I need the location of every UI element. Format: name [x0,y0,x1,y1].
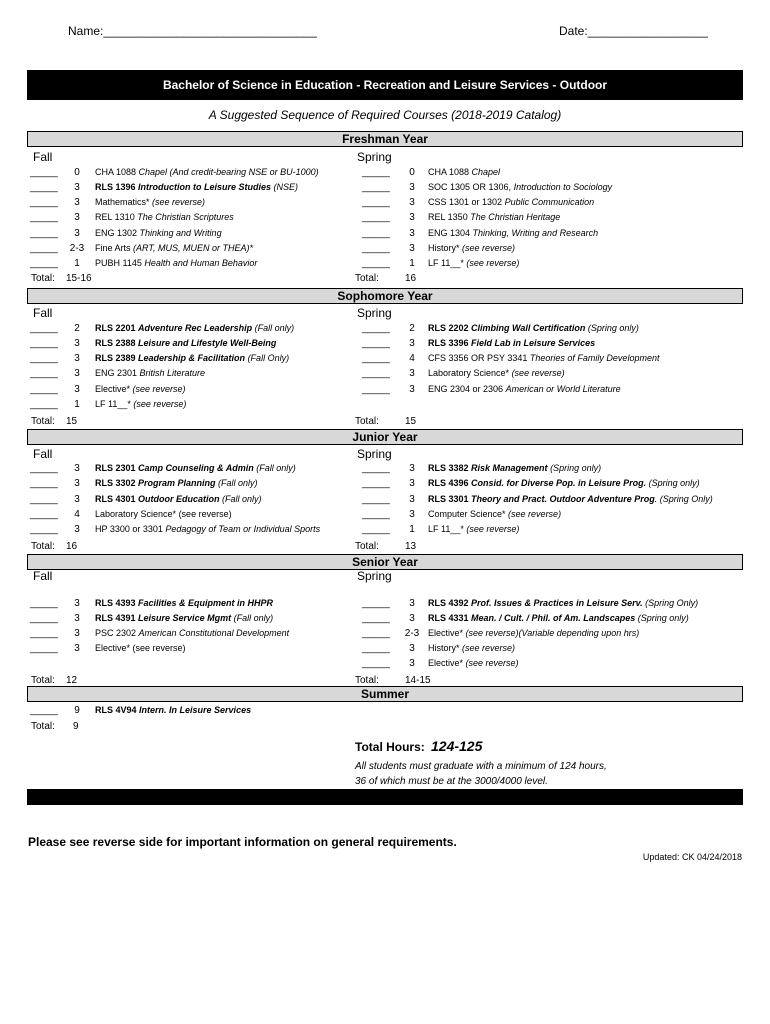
course-title: Mean. / Cult. / Phil. of Am. Landscapes [471,613,636,623]
date-field-label: Date:__________________ [559,24,708,38]
credit-hours: 3 [74,182,80,193]
course-entry [428,384,621,394]
course-entry [95,463,296,473]
credit-hours: 3 [409,338,415,349]
credit-blank[interactable]: _____ [362,643,390,654]
course-entry [428,228,598,238]
graduation-note-line1: All students must graduate with a minimum of 124 hours, [355,761,607,772]
course-title: Intern. In Leisure Services [139,705,252,715]
course-note: (Fall only) [252,323,295,333]
credit-blank[interactable]: _____ [362,613,390,624]
course-entry [428,182,612,192]
credit-blank[interactable]: _____ [362,598,390,609]
course-entry [95,478,258,488]
course-title: Prof. Issues & Practices in Leisure Serv. [471,598,643,608]
credit-blank[interactable]: _____ [362,353,390,364]
spring-heading: Spring [357,569,392,583]
credit-hours: 3 [74,212,80,223]
credit-blank[interactable]: _____ [362,167,390,178]
course-entry [95,167,319,177]
graduation-note-line2: 36 of which must be at the 3000/4000 level. [355,776,548,787]
credit-hours: 0 [74,167,80,178]
credit-blank[interactable]: _____ [362,524,390,535]
bottom-bar [27,789,743,805]
credit-blank[interactable]: _____ [30,463,58,474]
course-code: RLS 4393 [95,598,139,608]
course-entry [428,524,519,534]
credit-hours: 3 [74,353,80,364]
credit-hours: 3 [409,478,415,489]
course-code: Laboratory Science* [95,509,179,519]
credit-blank[interactable]: _____ [362,494,390,505]
credit-hours: 3 [409,598,415,609]
course-code: CHA 1088 [428,167,472,177]
credit-hours: 2-3 [404,628,420,639]
course-entry [428,212,560,222]
credit-hours: 3 [74,643,80,654]
credit-blank[interactable]: _____ [30,598,58,609]
credit-hours: 3 [74,384,80,395]
fall-heading: Fall [33,447,53,461]
junior-year-header: Junior Year [27,429,743,445]
credit-blank[interactable]: _____ [362,182,390,193]
credit-blank[interactable]: _____ [30,643,58,654]
course-entry [95,494,262,504]
credit-hours: 9 [74,705,80,716]
course-title: Risk Management [471,463,548,473]
course-code: LF 11__* [428,524,467,534]
credit-hours: 3 [409,243,415,254]
course-entry [428,243,515,253]
fall-heading: Fall [33,150,53,164]
credit-hours: 3 [74,228,80,239]
credit-blank[interactable]: _____ [30,212,58,223]
spring-heading: Spring [357,150,392,164]
credit-blank[interactable]: _____ [30,338,58,349]
credit-hours: 3 [409,613,415,624]
course-title: Theories of Family Development [529,353,660,363]
course-title: Chapel [471,167,501,177]
credit-blank[interactable]: _____ [30,524,58,535]
course-entry [95,643,186,653]
course-code: RLS 2202 [428,323,472,333]
course-entry [428,167,500,177]
course-entry [428,258,519,268]
credit-hours: 3 [409,494,415,505]
fall-total-label: Total: [31,416,55,427]
spring-total-label: Total: [355,416,379,427]
course-title: Introduction to Sociology [513,182,613,192]
fall-heading: Fall [33,569,53,583]
course-title: Chapel (And credit-bearing NSE or BU-1000) [138,167,319,177]
credit-blank[interactable]: _____ [30,628,58,639]
credit-blank[interactable]: _____ [30,478,58,489]
course-title: (see reverse) [132,384,186,394]
course-code: PSC 2302 [95,628,139,638]
credit-hours: 3 [74,197,80,208]
course-entry [428,338,595,348]
course-title: Leadership & Facilitation [138,353,246,363]
course-note: (Spring only) [635,613,689,623]
course-title: The Christian Scriptures [137,212,234,222]
updated-date: Updated: CK 04/24/2018 [642,852,742,862]
credit-hours: 1 [74,258,80,269]
credit-hours: 3 [409,212,415,223]
course-entry [428,658,519,668]
spring-total-label: Total: [355,273,379,284]
course-title: Thinking, Writing and Research [472,228,599,238]
credit-hours: 3 [74,613,80,624]
course-title: Adventure Rec Leadership [138,323,253,333]
course-title: (see reverse) [508,509,562,519]
course-code: Elective* [428,628,466,638]
course-entry [95,705,251,715]
course-title: (see reverse) [462,243,516,253]
course-title: Consid. for Diverse Pop. in Leisure Prog. [471,478,647,488]
course-entry [95,509,232,519]
credit-blank[interactable]: _____ [362,658,390,669]
course-entry [428,353,659,363]
course-code: RLS 4391 [95,613,139,623]
course-title: Camp Counseling & Admin [138,463,254,473]
credit-blank[interactable]: _____ [30,368,58,379]
course-title: (see reverse) [466,524,520,534]
course-note: (Spring only) [547,463,602,473]
credit-hours: 0 [409,167,415,178]
course-entry [95,368,205,378]
course-entry [428,494,713,504]
credit-blank[interactable]: _____ [30,258,58,269]
course-entry [95,243,253,253]
credit-hours: 3 [74,478,80,489]
course-title: Facilities & Equipment in HHPR [138,598,274,608]
course-code: RLS 4396 [428,478,472,488]
sophomore-year-header: Sophomore Year [27,288,743,304]
summer-total-label: Total: [31,721,55,732]
reverse-side-note: Please see reverse side for important information on general requirements. [28,835,457,849]
course-code: RLS 3301 [428,494,472,504]
credit-hours: 3 [74,524,80,535]
credit-hours: 3 [409,197,415,208]
course-code: PUBH 1145 [95,258,145,268]
course-title: (ART, MUS, MUEN or THEA)* [133,243,254,253]
credit-blank[interactable]: _____ [362,463,390,474]
course-entry [428,197,594,207]
credit-blank[interactable]: _____ [30,197,58,208]
course-note: (Fall only) [215,478,258,488]
course-entry [428,628,639,638]
credit-blank[interactable]: _____ [30,167,58,178]
course-entry [95,399,186,409]
course-note: (Spring only) [646,478,700,488]
course-code: Fine Arts [95,243,134,253]
spring-total-value: 14-15 [405,675,431,686]
credit-blank[interactable]: _____ [362,258,390,269]
course-code: RLS 3396 [428,338,472,348]
course-entry [428,598,698,608]
senior-year-header: Senior Year [27,554,743,570]
course-note: (Fall only) [231,613,274,623]
course-title: Outdoor Education [138,494,220,504]
credit-hours: 3 [409,228,415,239]
course-code: REL 1310 [95,212,138,222]
spring-heading: Spring [357,447,392,461]
course-code: RLS 4331 [428,613,472,623]
credit-hours: 3 [74,368,80,379]
course-code: CFS 3356 OR PSY 3341 [428,353,530,363]
course-code: RLS 4301 [95,494,139,504]
course-code: Elective* [95,643,133,653]
credit-blank[interactable]: _____ [30,613,58,624]
course-code: Laboratory Science* [428,368,512,378]
course-title: Leisure Service Mgmt [138,613,232,623]
name-field-label: Name:________________________________ [68,24,317,38]
course-title: Theory and Pract. Outdoor Adventure Prog [471,494,655,504]
credit-blank[interactable]: _____ [362,509,390,520]
course-entry [95,228,222,238]
course-entry [95,197,205,207]
credit-blank[interactable]: _____ [362,228,390,239]
course-title: Pedagogy of Team or Individual Sports [165,524,321,534]
credit-blank[interactable]: _____ [362,212,390,223]
credit-blank[interactable]: _____ [30,323,58,334]
credit-hours: 3 [409,658,415,669]
course-entry [428,463,601,473]
course-code: Computer Science* [428,509,509,519]
course-entry [95,628,289,638]
course-code: ENG 2301 [95,368,140,378]
course-title: (see reverse) [462,643,516,653]
course-title: British Literature [139,368,206,378]
credit-blank[interactable]: _____ [362,628,390,639]
course-entry [95,613,273,623]
course-code: LF 11__* [95,399,134,409]
course-note: . (Spring Only) [654,494,713,504]
course-entry [95,598,273,608]
course-entry [428,509,561,519]
credit-blank[interactable]: _____ [362,323,390,334]
fall-total-value: 15 [66,416,78,427]
fall-heading: Fall [33,306,53,320]
credit-hours: 3 [409,368,415,379]
course-code: CHA 1088 [95,167,139,177]
total-hours-label: Total Hours: [355,740,425,754]
course-entry [428,323,639,333]
course-code: SOC 1305 OR 1306, [428,182,514,192]
credit-hours: 3 [74,494,80,505]
course-note: (Fall only) [253,463,296,473]
credit-hours: 2 [74,323,80,334]
spring-total-value: 16 [405,273,417,284]
course-title: Leisure and Lifestyle Well-Being [138,338,277,348]
credit-hours: 3 [74,338,80,349]
credit-hours: 3 [409,182,415,193]
fall-total-value: 15-16 [66,273,92,284]
credit-hours: 1 [409,258,415,269]
course-title: (see reverse) [511,368,565,378]
fall-total-value: 12 [66,675,78,686]
course-code: RLS 1396 [95,182,139,192]
credit-blank[interactable]: _____ [30,384,58,395]
course-code: RLS 4392 [428,598,472,608]
course-entry [428,613,689,623]
fall-total-value: 16 [66,541,78,552]
course-title: Program Planning [138,478,216,488]
credit-hours: 2 [409,323,415,334]
course-title: (see reverse) [132,643,186,653]
course-code: Elective* [95,384,133,394]
course-code: RLS 2201 [95,323,139,333]
credit-hours: 4 [74,509,80,520]
fall-total-label: Total: [31,675,55,686]
credit-blank[interactable]: _____ [30,243,58,254]
course-title: (see reverse) [152,197,206,207]
course-code: RLS 2388 [95,338,139,348]
course-title: (see reverse) [133,399,187,409]
course-code: RLS 3302 [95,478,139,488]
credit-hours: 1 [74,399,80,410]
course-note: (Spring only) [585,323,639,333]
course-code: Elective* [428,658,466,668]
credit-hours: 3 [409,509,415,520]
summer-header: Summer [27,686,743,702]
course-code: RLS 3382 [428,463,472,473]
course-code: LF 11__* [428,258,467,268]
course-title: Introduction to Leisure Studies [138,182,272,192]
course-code: HP 3300 or 3301 [95,524,166,534]
course-title: American or World Literature [505,384,621,394]
credit-hours: 3 [74,463,80,474]
course-entry [95,384,186,394]
course-entry [428,643,515,653]
course-code: CSS 1301 or 1302 [428,197,505,207]
spring-total-label: Total: [355,675,379,686]
course-entry [428,478,700,488]
course-note: (NSE) [271,182,299,192]
course-code: RLS 2301 [95,463,139,473]
course-entry [428,368,565,378]
credit-hours: 3 [74,598,80,609]
spring-heading: Spring [357,306,392,320]
course-note: (Spring Only) [642,598,699,608]
credit-hours: 3 [409,384,415,395]
course-code: RLS 2389 [95,353,139,363]
course-title: (see reverse) [465,658,519,668]
credit-hours: 3 [409,463,415,474]
credit-blank[interactable]: _____ [362,384,390,395]
course-code: Mathematics* [95,197,153,207]
credit-blank[interactable]: _____ [362,478,390,489]
course-code: History* [428,243,463,253]
credit-blank[interactable]: _____ [30,182,58,193]
credit-hours: 3 [74,628,80,639]
course-entry [95,338,276,348]
course-title: American Constitutional Development [138,628,290,638]
course-entry [95,182,298,192]
summer-total-value: 9 [73,721,79,732]
credit-blank[interactable]: _____ [362,368,390,379]
spring-total-value: 15 [405,416,417,427]
freshman-year-header: Freshman Year [27,131,743,147]
credit-blank[interactable]: _____ [362,338,390,349]
fall-total-label: Total: [31,541,55,552]
course-title: Field Lab in Leisure Services [471,338,596,348]
course-title: (see reverse) [178,509,232,519]
credit-blank[interactable]: _____ [30,509,58,520]
course-code: History* [428,643,463,653]
course-code: ENG 1302 [95,228,140,238]
credit-blank[interactable]: _____ [30,399,58,410]
course-entry [95,524,320,534]
course-title: (see reverse) [466,258,520,268]
course-code: REL 1350 [428,212,471,222]
page-title: Bachelor of Science in Education - Recreation and Leisure Services - Outdoor [162,78,608,92]
course-code: RLS 4V94 [95,705,140,715]
course-entry [95,323,294,333]
spring-total-value: 13 [405,541,417,552]
course-title: Climbing Wall Certification [471,323,586,333]
title-banner [27,70,743,100]
course-entry [95,353,289,363]
credit-hours: 4 [409,353,415,364]
course-title: (see reverse)(Variable depending upon hrs) [465,628,640,638]
credit-hours: 3 [409,643,415,654]
spring-total-label: Total: [355,541,379,552]
course-code: ENG 2304 or 2306 [428,384,506,394]
course-title: Public Communication [504,197,595,207]
course-code: ENG 1304 [428,228,473,238]
total-hours-value: 124-125 [431,738,483,754]
course-note: (Fall Only) [245,353,290,363]
credit-blank[interactable]: _____ [30,353,58,364]
course-entry [95,258,257,268]
course-title: Health and Human Behavior [144,258,258,268]
credit-blank[interactable]: _____ [30,228,58,239]
course-entry [95,212,234,222]
course-note: (Fall only) [219,494,262,504]
credit-blank[interactable]: _____ [362,243,390,254]
credit-blank[interactable]: _____ [30,494,58,505]
credit-blank[interactable]: _____ [30,705,58,716]
course-title: The Christian Heritage [470,212,561,222]
fall-total-label: Total: [31,273,55,284]
page-subtitle: A Suggested Sequence of Required Courses (2018-2019 Catalog) [208,108,562,122]
credit-hours: 2-3 [69,243,85,254]
credit-hours: 1 [409,524,415,535]
course-title: Thinking and Writing [139,228,222,238]
credit-blank[interactable]: _____ [362,197,390,208]
